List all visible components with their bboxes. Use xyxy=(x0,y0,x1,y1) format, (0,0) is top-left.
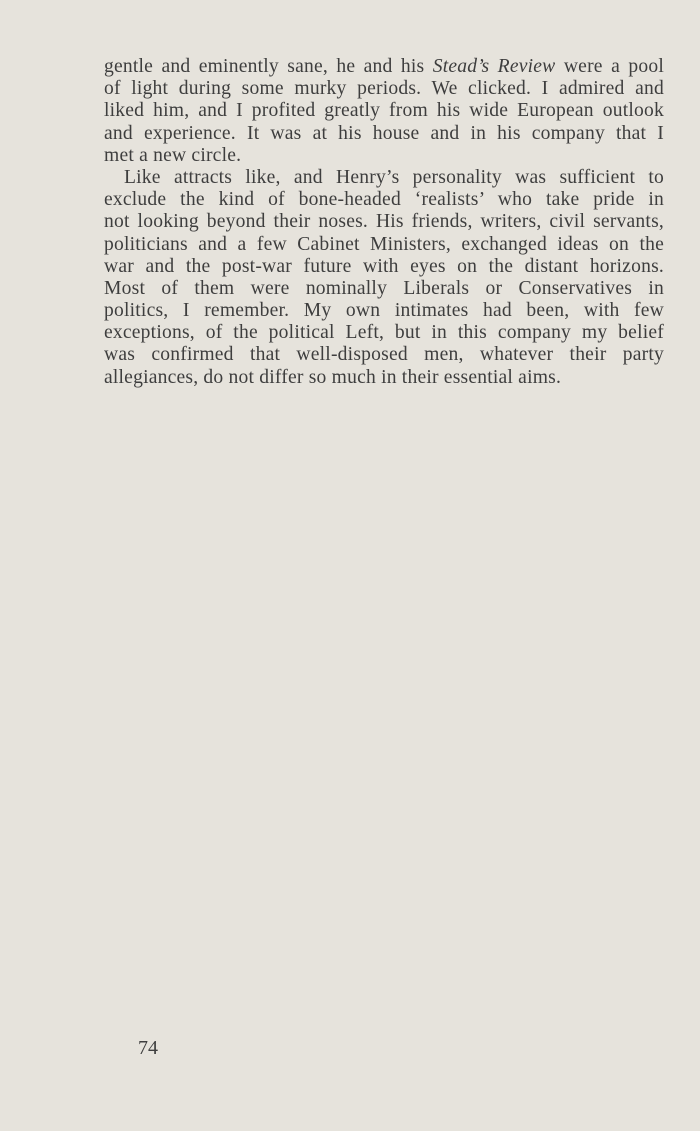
text-line: exceptions, of the political Left, but in this company my belief xyxy=(104,322,664,344)
text-line: exclude the kind of bone-headed ‘realists’ who take pride in xyxy=(104,189,664,211)
text-line: liked him, and I profited greatly from his wide European outlook xyxy=(104,100,664,122)
text-line: war and the post-war future with eyes on the distant horizons. xyxy=(104,255,664,277)
text-line: politicians and a few Cabinet Ministers, exchanged ideas on the xyxy=(104,233,664,255)
body-text xyxy=(104,56,664,389)
text-line: was confirmed that well-disposed men, whatever their party xyxy=(104,344,664,366)
paragraph-2 xyxy=(104,167,664,389)
paragraph-1 xyxy=(104,56,664,167)
text-line: allegiances, do not differ so much in their essential aims. xyxy=(104,366,562,388)
text-line: Like attracts like, and Henry’s personality was sufficient to xyxy=(124,166,664,188)
text-line: gentle and eminently sane, he and his Stead’s Review were a pool xyxy=(104,56,664,77)
text-line: politics, I remember. My own intimates had been, with few xyxy=(104,300,664,322)
page-number: 74 xyxy=(138,1037,158,1059)
text-line: of light during some murky periods. We clicked. I admired and xyxy=(104,78,664,100)
publication-title: Stead’s Review xyxy=(432,56,556,77)
text-line: not looking beyond their noses. His friends, writers, civil servants, xyxy=(104,211,664,233)
text-line: Most of them were nominally Liberals or Conservatives in xyxy=(104,277,664,299)
text-line: met a new circle. xyxy=(104,144,242,166)
text-line: and experience. It was at his house and in his company that I xyxy=(104,122,664,144)
